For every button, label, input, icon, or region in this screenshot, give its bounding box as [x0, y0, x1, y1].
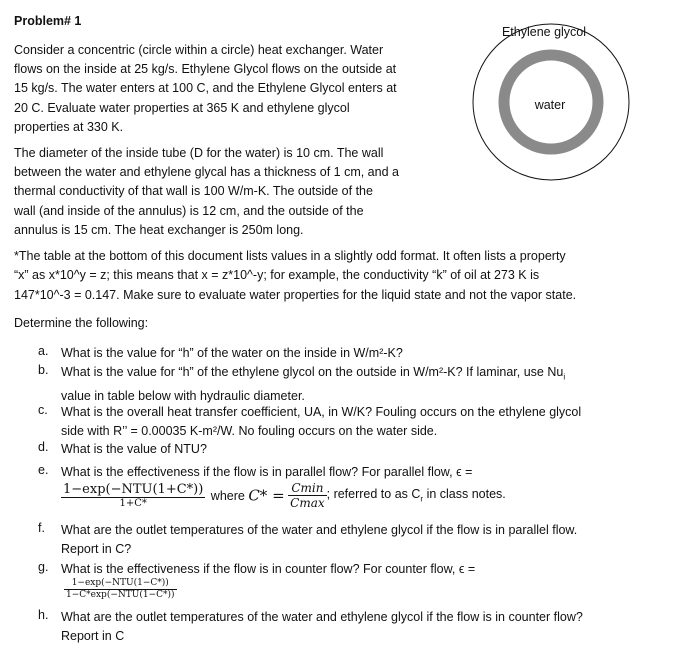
paragraph-line: 15 kg/s. The water enters at 100 C, and the Ethylene Glycol enters at: [14, 81, 397, 96]
counter-effectiveness-fraction: [64, 578, 177, 601]
capacity-ratio-note: [326, 487, 506, 504]
geometry-description: [14, 144, 424, 240]
question-g-label: g.: [38, 560, 49, 574]
question-b-text: [61, 363, 661, 406]
paragraph-line: 20 C. Evaluate water properties at 365 K and ethylene glycol: [14, 100, 350, 115]
question-e-label: e.: [38, 463, 49, 477]
water-label: water: [534, 98, 566, 112]
parallel-flow-formula: [61, 481, 506, 510]
c-max: Cmax: [290, 496, 325, 510]
paragraph-line: flows on the inside at 25 kg/s. Ethylene Glycol flows on the outside at: [14, 62, 397, 77]
table-format-note: [14, 247, 674, 305]
counter-numerator: 1−exp(−NTU(1−C*)): [64, 578, 177, 590]
question-c-line2: side with R’’ = 0.00035 K-m²/W. No fouling occurs on the water side.: [61, 424, 438, 438]
counter-flow-formula: [64, 578, 177, 601]
paragraph-line: Consider a concentric (circle within a circle) heat exchanger. Water: [14, 43, 384, 57]
paragraph-line: annulus is 15 cm. The heat exchanger is 250m long.: [14, 222, 304, 237]
question-f-label: f.: [38, 521, 45, 535]
concentric-tube-diagram: [471, 8, 631, 203]
question-a-label: a.: [38, 344, 49, 358]
paragraph-line: The diameter of the inside tube (D for the water) is 10 cm. The wall: [14, 146, 384, 160]
question-c-text: [61, 403, 661, 441]
question-c-line1: What is the overall heat transfer coefficient, UA, in W/K? Fouling occurs on the ethylene glycol: [61, 405, 582, 419]
question-f-text: [61, 521, 661, 559]
cr-subscript: r: [420, 494, 424, 504]
note-line: *The table at the bottom of this document lists values in a slightly odd format. It often lists a property: [14, 249, 566, 263]
paragraph-line: wall (and inside of the annulus) is 12 cm, and the outside of the: [14, 203, 364, 218]
paragraph-line: thermal conductivity of that wall is 100 W/m-K. The outside of the: [14, 184, 373, 199]
question-b-line1: What is the value for “h” of the ethylene glycol on the outside in W/m²-K? If laminar, use Nu: [61, 365, 564, 379]
question-c-label: c.: [38, 403, 48, 417]
parallel-effectiveness-fraction: [61, 482, 205, 509]
c-star-symbol: C* =: [248, 486, 285, 505]
ethylene-glycol-label: Ethylene glycol: [501, 25, 587, 39]
question-f-line2: Report in C?: [61, 542, 132, 556]
determine-heading: Determine the following:: [14, 316, 149, 330]
counter-denominator: 1−C*exp(−NTU(1−C*)): [66, 590, 175, 600]
question-b-label: b.: [38, 363, 49, 377]
question-d-text: What is the value of NTU?: [61, 442, 207, 456]
c-min: Cmin: [288, 481, 326, 496]
ratio-note-part2: in class notes.: [423, 487, 506, 502]
paragraph-line: properties at 330 K.: [14, 119, 124, 134]
parallel-denominator: 1+C*: [119, 498, 147, 509]
note-line: 147*10^-3 = 0.147. Make sure to evaluate water properties for the liquid state and not the vapor state.: [14, 287, 577, 302]
where-text: where: [210, 488, 245, 503]
problem-description: [14, 41, 424, 137]
question-h-line1: What are the outlet temperatures of the water and ethylene glycol if the flow is in counter flow?: [61, 610, 583, 624]
ratio-note-part1: ; referred to as C: [326, 487, 421, 502]
problem-title: Problem# 1: [14, 14, 82, 28]
note-line: “x” as x*10^y = z; this means that x = z*10^-y; for example, the conductivity “k” of oil at 273 K is: [14, 268, 540, 283]
nu-subscript: i: [563, 372, 566, 382]
question-d-label: d.: [38, 440, 49, 454]
diagram-svg: [471, 8, 631, 198]
parallel-numerator: 1−exp(−NTU(1+C*)): [63, 482, 204, 497]
question-h-text: [61, 608, 661, 646]
capacity-ratio-fraction: [288, 481, 326, 510]
paragraph-line: between the water and ethylene glycal has a thickness of 1 cm, and a: [14, 165, 399, 180]
question-g-text: What is the effectiveness if the flow is in counter flow? For counter flow, ϵ =: [61, 562, 476, 576]
question-a-text: What is the value for “h” of the water on the inside in W/m²-K?: [61, 346, 403, 360]
question-e-text: What is the effectiveness if the flow is in parallel flow? For parallel flow, ϵ =: [61, 465, 473, 479]
question-h-label: h.: [38, 608, 49, 622]
question-h-line2: Report in C: [61, 629, 125, 643]
question-f-line1: What are the outlet temperatures of the water and ethylene glycol if the flow is in parallel flow.: [61, 523, 578, 537]
question-b-line2: value in table below with hydraulic diameter.: [61, 388, 305, 403]
